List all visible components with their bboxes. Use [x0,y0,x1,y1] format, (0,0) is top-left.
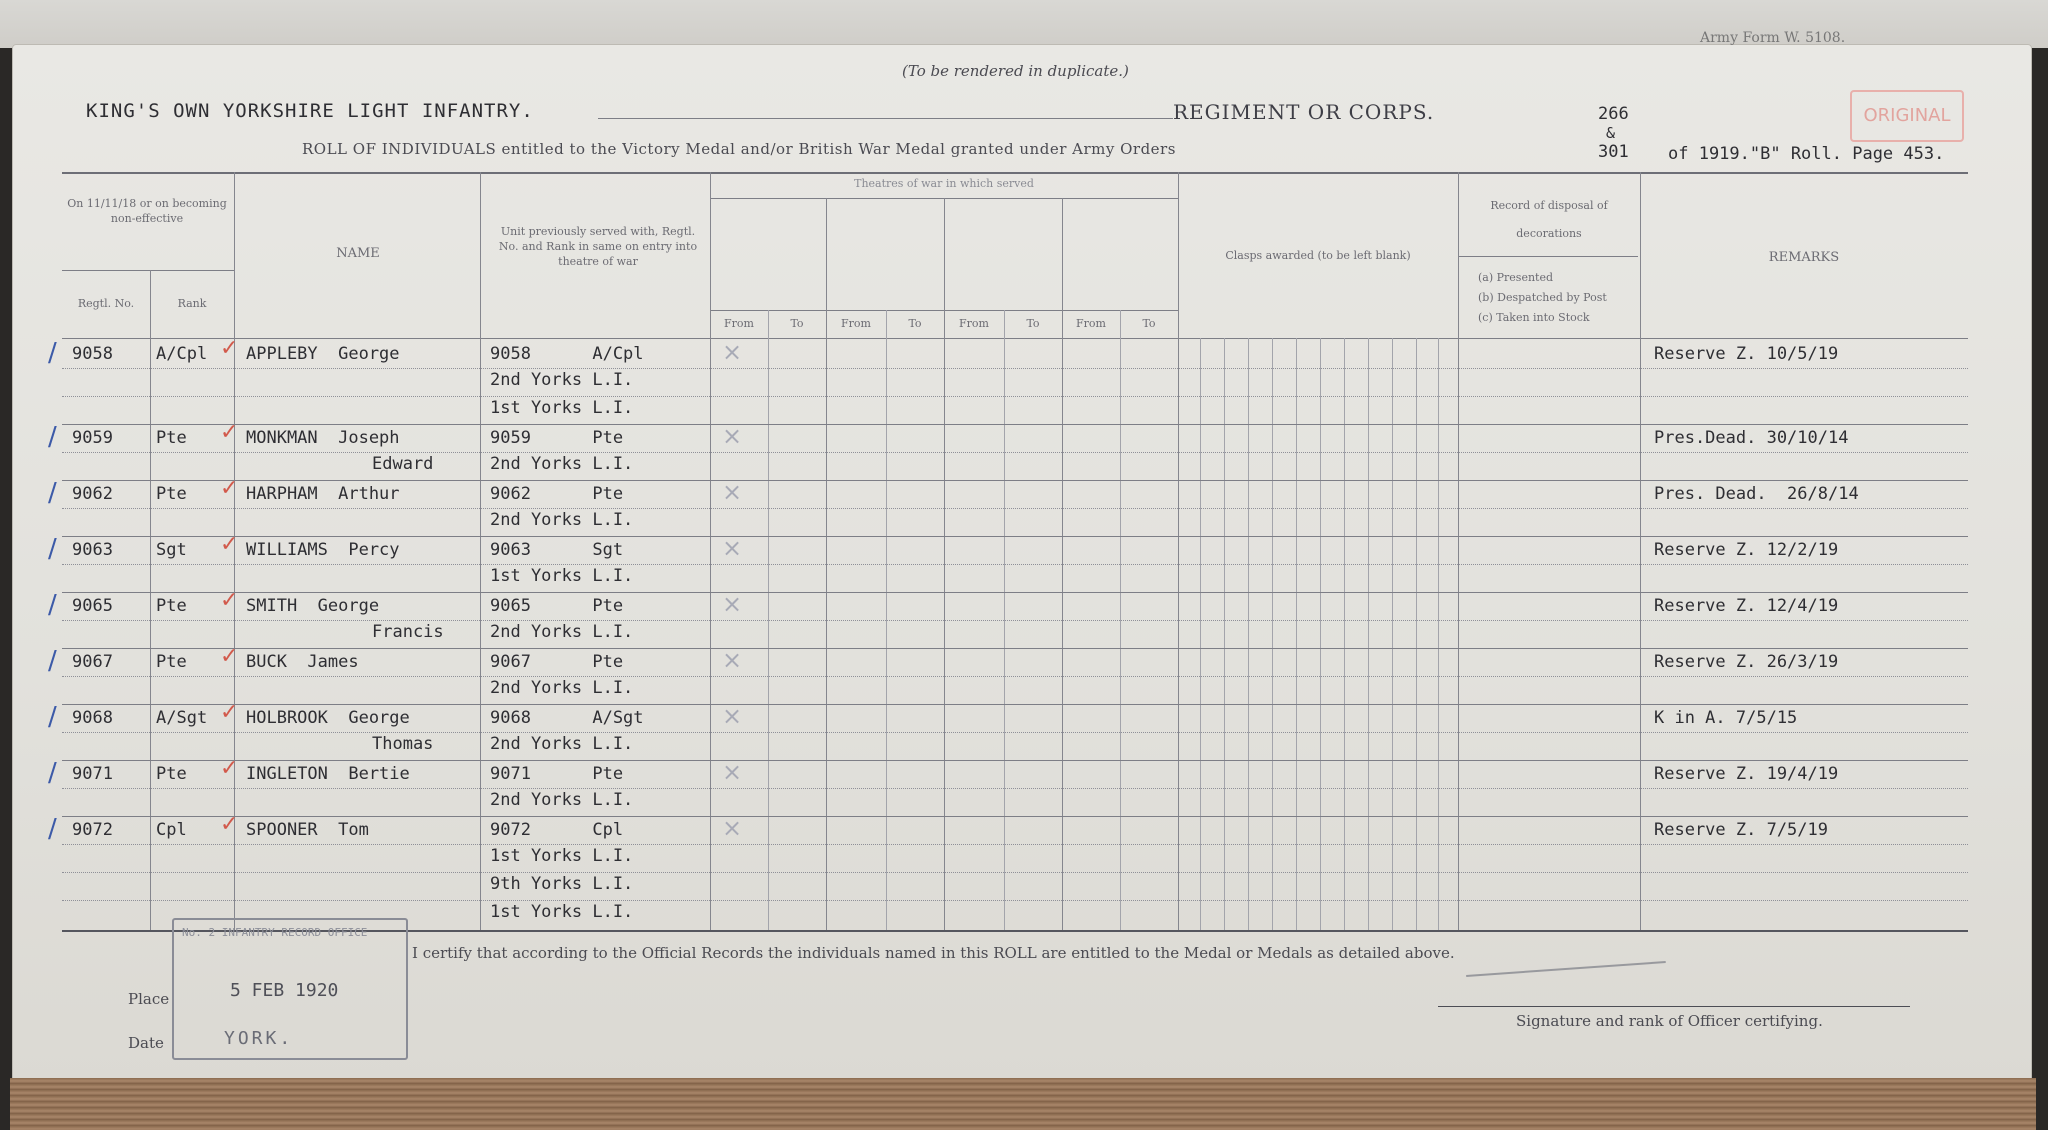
row-rule [62,732,1968,733]
row-remarks: K in A. 7/5/15 [1654,708,1798,728]
entry-rule [62,424,1968,425]
clasp-rule-8 [1368,338,1369,930]
row-name-second-line: Francis [372,622,444,642]
header-clasps: Clasps awarded (to be left blank) [1225,249,1411,262]
entry-rule [62,480,1968,481]
row-regtl-no: 9062 [72,484,113,504]
clasp-rule-10 [1416,338,1417,930]
faint-theatre-cross: × [722,422,743,450]
row-rule [62,900,1968,901]
pencil-check-mark: / [48,702,57,732]
row-rank: Pte [156,428,187,448]
red-tick-mark: ✓ [220,336,239,361]
row-remarks: Reserve Z. 7/5/19 [1654,820,1828,840]
row-rule [62,676,1968,677]
clasp-rule-6 [1320,338,1321,930]
pencil-check-mark: / [48,478,57,508]
header-disposal-c: (c) Taken into Stock [1478,311,1590,324]
row-rank: A/Cpl [156,344,208,364]
orders-bottom: 301 [1598,142,1629,162]
header-unit: Unit previously served with, Regtl. No. and Rank in same on entry into theatre of war [498,225,698,268]
row-unit-line: 1st Yorks L.I. [490,846,634,866]
row-name-second-line: Thomas [372,734,434,754]
row-unit-line: 2nd Yorks L.I. [490,678,634,698]
pencil-check-mark: / [48,338,57,368]
pencil-check-mark: / [48,814,57,844]
faint-theatre-cross: × [722,758,743,786]
row-remarks: Reserve Z. 12/2/19 [1654,540,1839,560]
row-name: BUCK James [246,652,359,672]
header-to-3: To [1026,317,1040,330]
orders-amp: & [1606,124,1616,142]
pencil-check-mark: / [48,422,57,452]
clasp-rule-7 [1344,338,1345,930]
row-unit-line: 9058 A/Cpl [490,344,644,364]
row-rank: Pte [156,764,187,784]
regiment-underline [598,118,1173,119]
row-name: MONKMAN Joseph [246,428,400,448]
header-to-2: To [908,317,922,330]
row-unit-line: 2nd Yorks L.I. [490,790,634,810]
row-unit-line: 2nd Yorks L.I. [490,454,634,474]
row-unit-line: 1st Yorks L.I. [490,566,634,586]
row-unit-line: 9071 Pte [490,764,624,784]
entry-rule [62,536,1968,537]
row-rank: Pte [156,652,187,672]
entry-rule [62,648,1968,649]
row-name: APPLEBY George [246,344,400,364]
header-to-1: To [790,317,804,330]
row-unit-line: 9067 Pte [490,652,624,672]
orders-top: 266 [1598,104,1629,124]
duplicate-note: (To be rendered in duplicate.) [902,62,1129,80]
entry-rule [62,760,1968,761]
row-name: SPOONER Tom [246,820,369,840]
row-name: HARPHAM Arthur [246,484,400,504]
row-unit-line: 2nd Yorks L.I. [490,734,634,754]
row-unit-line: 2nd Yorks L.I. [490,622,634,642]
row-rule [62,396,1968,397]
regiment-suffix: REGIMENT OR CORPS. [1173,100,1435,124]
row-regtl-no: 9071 [72,764,113,784]
row-rank: Cpl [156,820,187,840]
row-unit-line: 9063 Sgt [490,540,624,560]
row-unit-line: 9062 Pte [490,484,624,504]
row-remarks: Reserve Z. 26/3/19 [1654,652,1839,672]
row-regtl-no: 9059 [72,428,113,448]
row-rule [62,368,1968,369]
row-unit-line: 9072 Cpl [490,820,624,840]
header-bottom-rule [62,338,1968,339]
row-unit-line: 9059 Pte [490,428,624,448]
faint-theatre-cross: × [722,534,743,562]
header-disposal-a: (a) Presented [1478,271,1554,284]
clasp-rule-1 [1200,338,1201,930]
original-stamp: ORIGINAL [1850,90,1964,142]
header-theatres: Theatres of war in which served [854,177,1034,190]
row-rank: Pte [156,596,187,616]
form-number: Army Form W. 5108. [1700,30,1846,46]
header-from-4: From [1076,317,1106,330]
clasp-rule-9 [1392,338,1393,930]
entry-rule [62,704,1968,705]
row-unit-line: 2nd Yorks L.I. [490,510,634,530]
faint-theatre-cross: × [722,590,743,618]
row-rank: A/Sgt [156,708,208,728]
row-unit-line: 1st Yorks L.I. [490,902,634,922]
book-page-edges [10,1078,2036,1130]
header-rank: Rank [177,297,207,310]
row-remarks: Reserve Z. 12/4/19 [1654,596,1839,616]
signature-line [1438,1006,1910,1007]
entry-rule [62,592,1968,593]
row-unit-line: 9068 A/Sgt [490,708,644,728]
row-rule [62,508,1968,509]
pencil-check-mark: / [48,534,57,564]
header-effective: On 11/11/18 or on becoming non-effective [67,197,227,225]
header-regtl-no: Regtl. No. [77,297,135,310]
row-regtl-no: 9065 [72,596,113,616]
red-tick-mark: ✓ [220,532,239,557]
stamp-office: No. 2 INFANTRY RECORD OFFICE [182,926,368,939]
row-remarks: Reserve Z. 19/4/19 [1654,764,1839,784]
faint-theatre-cross: × [722,646,743,674]
header-from-1: From [724,317,754,330]
red-tick-mark: ✓ [220,588,239,613]
clasp-rule-4 [1272,338,1273,930]
header-remarks: REMARKS [1768,250,1840,265]
col-rule-regtl [150,270,151,930]
row-remarks: Pres.Dead. 30/10/14 [1654,428,1849,448]
row-name: WILLIAMS Percy [246,540,400,560]
row-remarks: Pres. Dead. 26/8/14 [1654,484,1859,504]
red-tick-mark: ✓ [220,644,239,669]
header-disposal: Record of disposal of decorations [1490,199,1608,240]
record-office-stamp [172,918,408,1060]
certification-text: I certify that according to the Official Records the individuals named in this ROLL are entitled to the Medal or Medals as detailed above. [412,944,1455,962]
row-name: INGLETON Bertie [246,764,410,784]
clasp-rule-11 [1438,338,1439,930]
red-tick-mark: ✓ [220,476,239,501]
red-tick-mark: ✓ [220,756,239,781]
red-tick-mark: ✓ [220,700,239,725]
header-disposal-b: (b) Despatched by Post [1478,291,1607,304]
signature-label: Signature and rank of Officer certifying. [1516,1012,1823,1030]
row-rule [62,788,1968,789]
header-to-4: To [1142,317,1156,330]
date-label: Date [128,1034,164,1052]
row-rule [62,872,1968,873]
entry-rule [62,816,1968,817]
row-rule [62,844,1968,845]
pencil-check-mark: / [48,758,57,788]
row-name: SMITH George [246,596,380,616]
header-from-3: From [959,317,989,330]
row-unit-line: 2nd Yorks L.I. [490,370,634,390]
row-regtl-no: 9067 [72,652,113,672]
red-tick-mark: ✓ [220,420,239,445]
row-rule [62,452,1968,453]
table-top-rule [62,172,1968,174]
header-name: NAME [336,246,380,261]
roll-title: ROLL OF INDIVIDUALS entitled to the Victory Medal and/or British War Medal granted under Army Orders [302,140,1176,158]
row-rank: Sgt [156,540,187,560]
pencil-check-mark: / [48,646,57,676]
clasp-rule-2 [1224,338,1225,930]
faint-theatre-cross: × [722,814,743,842]
row-unit-line: 1st Yorks L.I. [490,398,634,418]
row-rule [62,564,1968,565]
row-remarks: Reserve Z. 10/5/19 [1654,344,1839,364]
row-regtl-no: 9068 [72,708,113,728]
row-regtl-no: 9058 [72,344,113,364]
roll-reference: of 1919."B" Roll. Page 453. [1668,144,1945,164]
row-regtl-no: 9072 [72,820,113,840]
stamp-date: 5 FEB 1920 [230,980,339,1001]
header-from-2: From [841,317,871,330]
clasp-rule-3 [1248,338,1249,930]
row-unit-line: 9065 Pte [490,596,624,616]
row-name-second-line: Edward [372,454,434,474]
clasp-rule-5 [1296,338,1297,930]
place-label: Place [128,990,170,1008]
row-regtl-no: 9063 [72,540,113,560]
red-tick-mark: ✓ [220,812,239,837]
row-rule [62,620,1968,621]
row-name: HOLBROOK George [246,708,410,728]
effective-subrule [62,270,234,271]
faint-theatre-cross: × [722,478,743,506]
row-rank: Pte [156,484,187,504]
row-unit-line: 9th Yorks L.I. [490,874,634,894]
faint-theatre-cross: × [722,702,743,730]
faint-theatre-cross: × [722,338,743,366]
disposal-rule [1458,256,1638,257]
stamp-place: YORK. [224,1028,294,1049]
pencil-check-mark: / [48,590,57,620]
regiment-name: KING'S OWN YORKSHIRE LIGHT INFANTRY. [86,100,534,122]
